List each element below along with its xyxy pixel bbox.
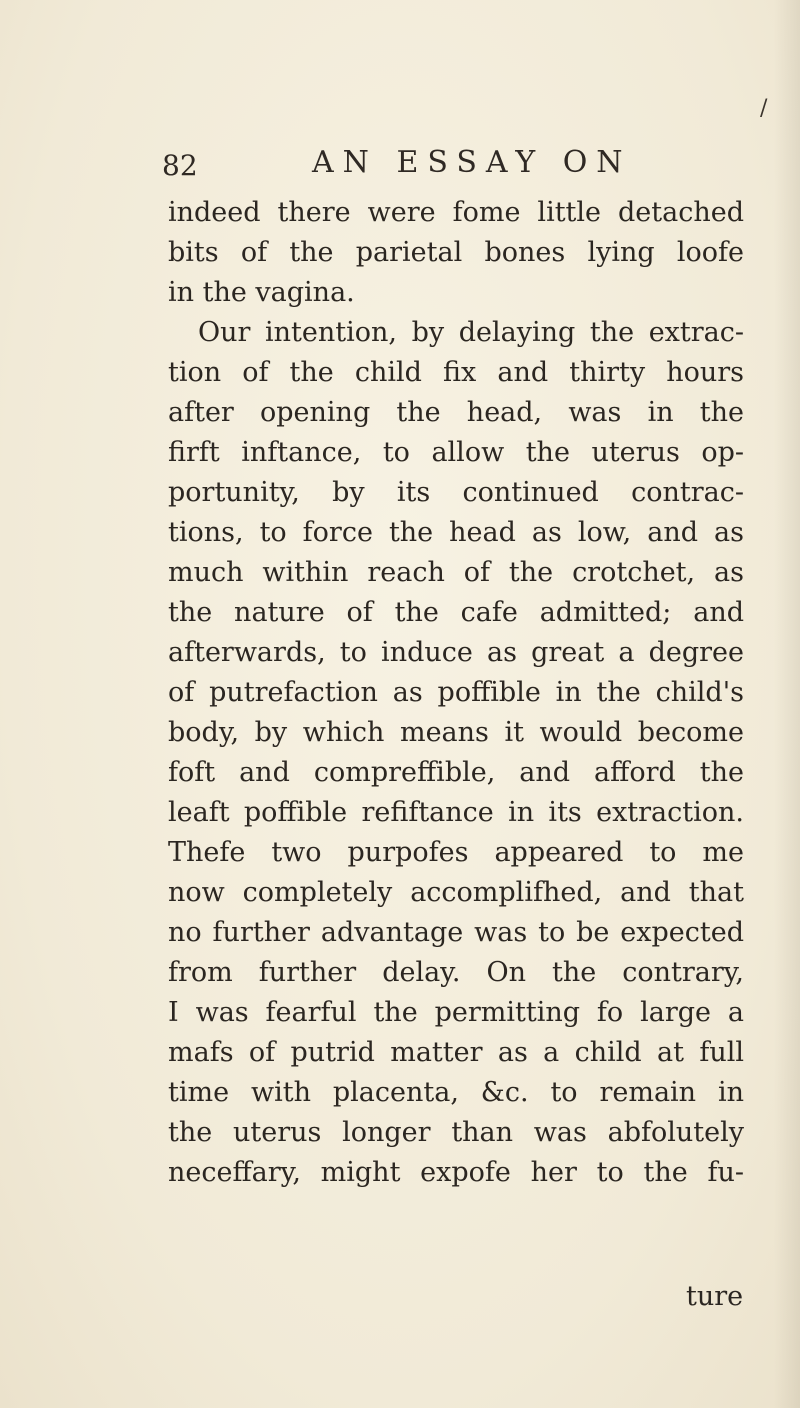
text-line: the uterus longer than was abfolutely xyxy=(168,1117,744,1148)
text-line: foft and compreffible, and afford the xyxy=(168,757,744,788)
text-line: time with placenta, &c. to remain in xyxy=(168,1077,744,1108)
text-line: leaft poffible refiftance in its extraction. xyxy=(168,797,744,828)
page-number: 82 xyxy=(162,149,198,182)
text-line: much within reach of the crotchet, as xyxy=(168,557,744,588)
text-line: tions, to force the head as low, and as xyxy=(168,517,744,548)
text-line: indeed there were fome little detached xyxy=(168,197,744,228)
text-line: afterwards, to induce as great a degree xyxy=(168,637,744,668)
text-line: now completely accomplifhed, and that xyxy=(168,877,744,908)
text-line: Thefe two purpofes appeared to me xyxy=(168,837,744,868)
text-line: tion of the child fix and thirty hours xyxy=(168,357,744,388)
catchword: ture xyxy=(686,1281,744,1312)
corner-mark: / xyxy=(760,96,768,121)
text-line: after opening the head, was in the xyxy=(168,397,744,428)
text-line: from further delay. On the contrary, xyxy=(168,957,744,988)
text-line: I was fearful the permitting fo large a xyxy=(168,997,744,1028)
text-line: no further advantage was to be expected xyxy=(168,917,744,948)
page-header xyxy=(162,145,762,185)
text-line: in the vagina. xyxy=(168,277,355,308)
text-line: Our intention, by delaying the extrac- xyxy=(198,317,744,348)
text-line: the nature of the cafe admitted; and xyxy=(168,597,744,628)
running-head: AN ESSAY ON xyxy=(312,145,632,180)
body-text xyxy=(168,193,744,1193)
text-line: mafs of putrid matter as a child at full xyxy=(168,1037,744,1068)
text-line: portunity, by its continued contrac- xyxy=(168,477,744,508)
text-line: bits of the parietal bones lying loofe xyxy=(168,237,744,268)
text-line: neceffary, might expofe her to the fu- xyxy=(168,1157,744,1188)
text-line: firft inftance, to allow the uterus op- xyxy=(168,437,744,468)
text-line: body, by which means it would become xyxy=(168,717,744,748)
text-line: of putrefaction as poffible in the child's xyxy=(168,677,744,708)
